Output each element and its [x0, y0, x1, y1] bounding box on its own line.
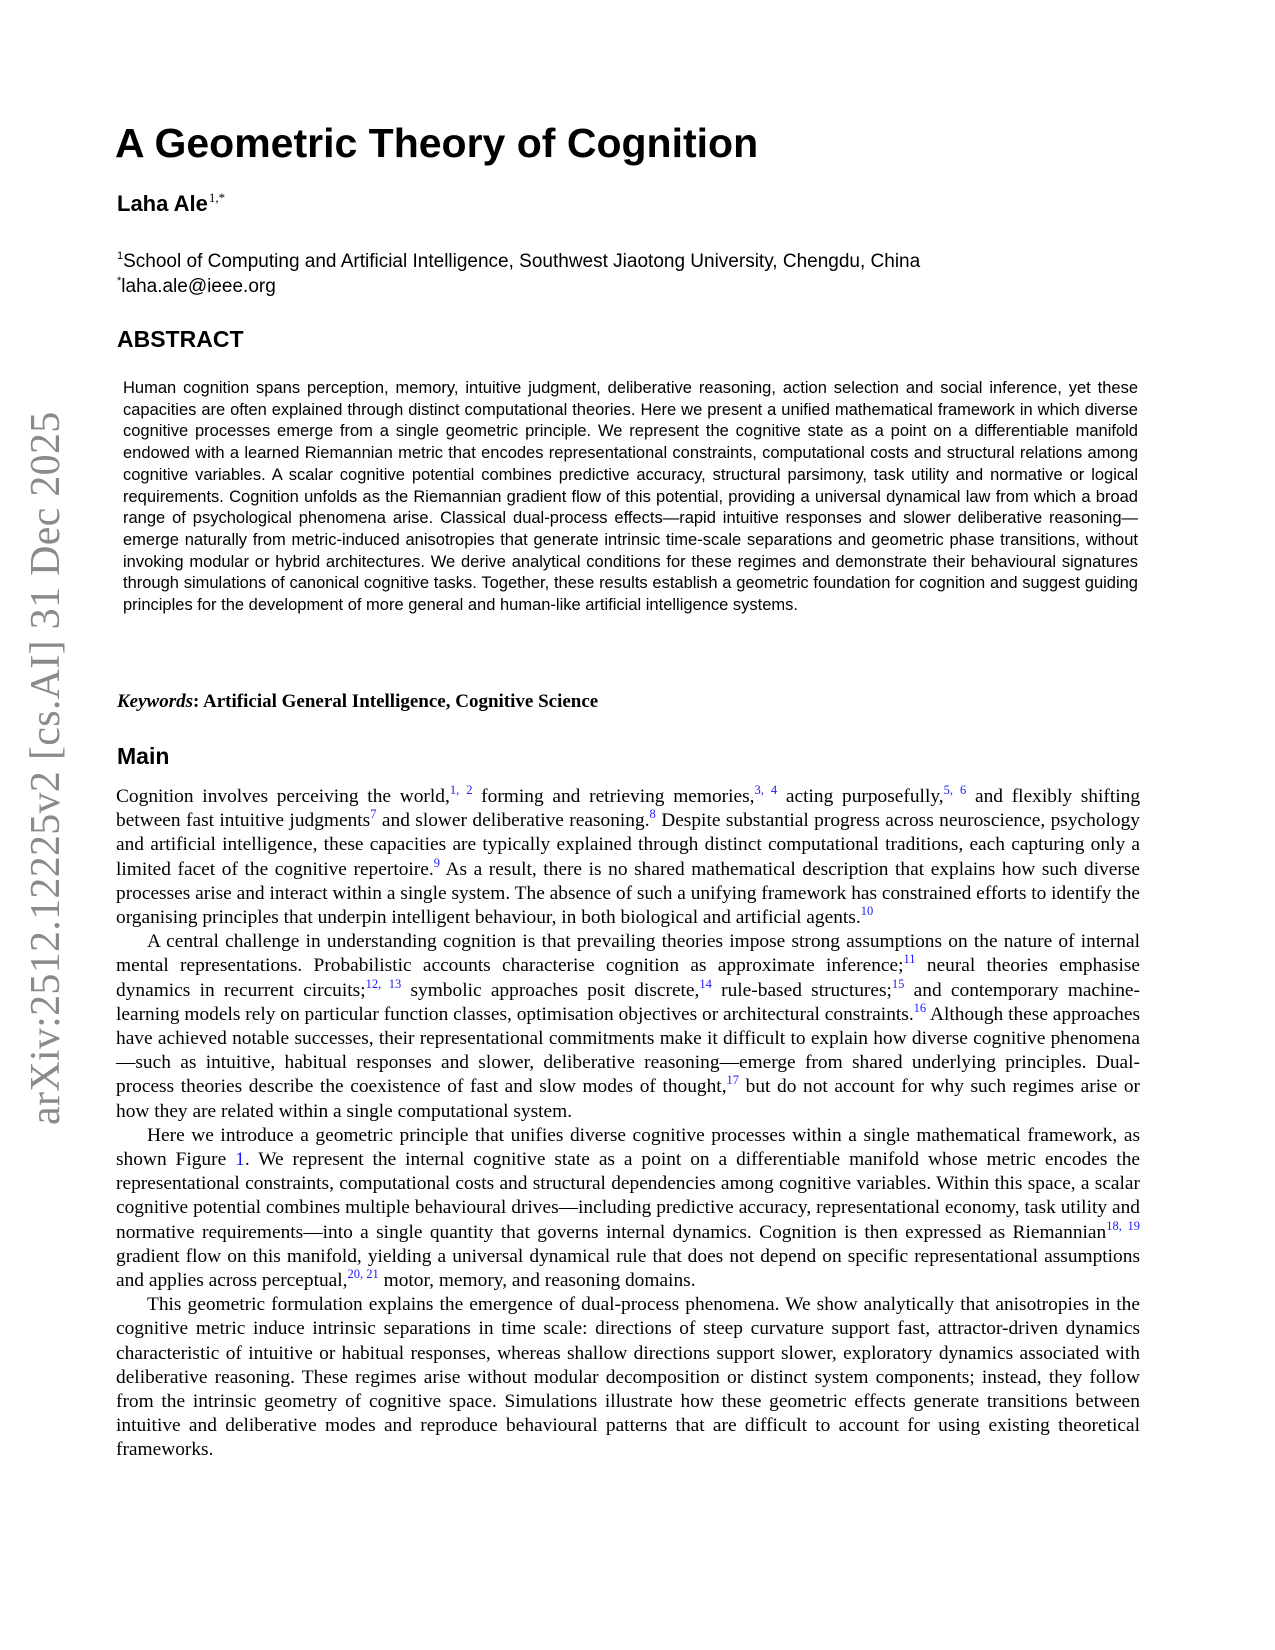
- arxiv-identifier-stamp: arXiv:2512.12225v2 [cs.AI] 31 Dec 2025: [23, 411, 69, 1125]
- affiliation-mark: 1: [117, 250, 124, 262]
- citation-link[interactable]: 15: [891, 976, 905, 991]
- citation-link[interactable]: 9: [433, 855, 440, 870]
- paragraph-text: and slower deliberative reasoning.: [376, 810, 650, 832]
- keywords-separator: :: [193, 691, 200, 712]
- paragraph-text: rule-based structures;: [711, 979, 892, 1001]
- affiliation-text: School of Computing and Artificial Intelligence, Southwest Jiaotong University, Chengdu, China: [123, 251, 921, 272]
- author-line: [117, 190, 225, 218]
- abstract-heading: ABSTRACT: [117, 326, 244, 352]
- citation-link[interactable]: 18, 19: [1106, 1218, 1140, 1233]
- paragraph-text: acting purposefully,: [777, 786, 944, 807]
- paragraph-text: symbolic approaches posit discrete,: [401, 979, 700, 1001]
- email-mark: *: [117, 275, 122, 287]
- paragraph-text: As a result, there is no shared mathematical description that explains how such diverse processes arise and interact within a single system. The absence of such a unifying framework has constrained efforts to identify the organising principles that underpin intelligent behaviour, in both biological and artificial agents.: [116, 858, 1140, 929]
- citation-link[interactable]: 7: [370, 807, 377, 822]
- author-name: Laha Ale: [117, 191, 208, 216]
- paragraph-text: gradient flow on this manifold, yielding a universal dynamical rule that does not depend on specific representational assumptions and applies across perceptual,: [116, 1245, 1140, 1292]
- citation-link[interactable]: 5, 6: [943, 783, 967, 797]
- paragraph-text: neural theories emphasise dynamics in recurrent circuits;: [116, 955, 1140, 1001]
- citation-link[interactable]: 3, 4: [754, 783, 778, 797]
- abstract-text: Human cognition spans perception, memory, intuitive judgment, deliberative reasoning, action selection and social inference, yet these capacities are often explained through distinct computational theories. Here we present a unified mathematical framework in which diverse cognitive processes emerge from a single geometric principle. We represent the cognitive state as a point on a differentiable manifold endowed with a learned Riemannian metric that encodes representational constraints, computational costs and structural relations among cognitive variables. A scalar cognitive potential combines predictive accuracy, structural parsimony, task utility and normative or logical requirements. Cognition unfolds as the Riemannian gradient flow of this potential, providing a universal dynamical law from which a broad range of psychological phenomena arise. Classical dual-process effects—rapid intuitive responses and slower deliberative reasoning—emerge naturally from metric-induced anisotropies that generate intrinsic time-scale separations and geometric phase transitions, without invoking modular or hybrid architectures. We derive analytical conditions for these regimes and demonstrate their behavioural signatures through simulations of canonical cognitive tasks. Together, these results establish a geometric foundation for cognition and suggest guiding principles for the development of more general and human-like artificial intelligence systems.: [123, 379, 1138, 615]
- paragraph-text: Here we introduce a geometric principle that unifies diverse cognitive processes within a single mathematical framework, as shown Figure: [116, 1124, 1140, 1171]
- paper-title: A Geometric Theory of Cognition: [115, 120, 759, 166]
- main-paragraph-1: [116, 785, 1140, 930]
- main-section-heading: Main: [117, 743, 170, 769]
- citation-link[interactable]: 11: [903, 952, 916, 967]
- citation-link[interactable]: 14: [699, 976, 712, 991]
- keywords-label: Keywords: [117, 691, 193, 712]
- main-paragraph-4: This geometric formulation explains the emergence of dual-process phenomena. We show analytically that anisotropies in the cognitive metric induce intrinsic separations in time scale: directions of steep curvature support fast, attractor-driven dynamics characteristic of intuitive or habitual responses, whereas shallow directions support slower, exploratory dynamics associated with deliberative reasoning. These regimes arise without modular decomposition or distinct system components; instead, they follow from the intrinsic geometry of cognitive space. Simulations illustrate how these geometric effects generate transitions between intuitive and deliberative modes and reproduce behavioural patterns that are difficult to account for using existing theoretical frameworks.: [116, 1294, 1140, 1461]
- paragraph-text: and contemporary machine-learning models rely on particular function classes, optimisation objectives or architectural constraints.: [116, 979, 1140, 1025]
- paragraph-text: but do not account for why such regimes arise or how they are related within a single computational system.: [116, 1076, 1140, 1122]
- email-line: [117, 275, 276, 299]
- paragraph-text: forming and retrieving memories,: [472, 786, 755, 807]
- citation-link[interactable]: 17: [726, 1073, 740, 1088]
- main-paragraph-2: [116, 930, 1140, 1124]
- keywords-line: [117, 690, 598, 714]
- paragraph-text: motor, memory, and reasoning domains.: [378, 1270, 696, 1292]
- citation-link[interactable]: 1, 2: [449, 783, 473, 797]
- email-address: laha.ale@ieee.org: [121, 276, 276, 297]
- paragraph-text: and flexibly shifting between fast intuitive judgments: [116, 786, 1141, 832]
- citation-link[interactable]: 20, 21: [347, 1267, 379, 1282]
- paragraph-text: Although these approaches have achieved notable successes, their representational commitments make it difficult to explain how diverse cognitive phenomena—such as intuitive, habitual responses and slower, deliberative reasoning—emerge from shared underlying principles. Dual-process theories describe the coexistence of fast and slow modes of thought,: [116, 1003, 1141, 1098]
- citation-link[interactable]: 10: [860, 904, 874, 919]
- citation-link[interactable]: 8: [649, 807, 656, 822]
- main-paragraph-3: [116, 1124, 1140, 1293]
- paragraph-text: Cognition involves perceiving the world,: [116, 786, 450, 807]
- affiliation-line: [117, 250, 920, 274]
- citation-link[interactable]: 12, 13: [365, 976, 402, 991]
- paragraph-text: . We represent the internal cognitive state as a point on a differentiable manifold whose metric encodes the representational constraints, computational costs and structural dependencies among cognitive variables. Within this space, a scalar cognitive potential combines multiple behavioural drives—including predictive accuracy, representational economy, task utility and normative requirements—into a single quantity that governs internal dynamics. Cognition is then expressed as Riemannian: [116, 1149, 1140, 1243]
- keywords-value: Artificial General Intelligence, Cognitive Science: [203, 691, 599, 712]
- citation-link[interactable]: 16: [913, 1000, 927, 1015]
- author-affiliation-marks: 1,*: [208, 190, 226, 205]
- paragraph-text: A central challenge in understanding cognition is that prevailing theories impose strong assumptions on the nature of internal mental representations. Probabilistic accounts characterise cognition as approximate inference;: [116, 931, 1140, 977]
- figure-reference-link[interactable]: 1: [235, 1149, 245, 1171]
- main-section-body: [116, 785, 1140, 1463]
- paragraph-text: Despite substantial progress across neuroscience, psychology and artificial intelligence, these capacities are typically explained through distinct computational traditions, each capturing only a limited facet of the cognitive repertoire.: [116, 810, 1141, 880]
